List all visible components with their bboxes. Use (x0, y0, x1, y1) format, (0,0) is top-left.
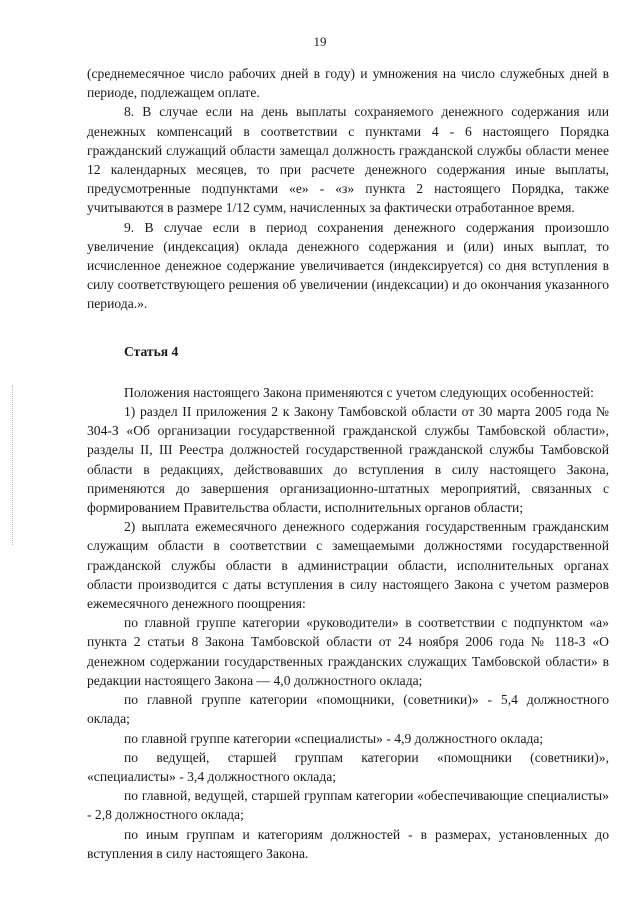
paragraph-rate-support: по главной, ведущей, старшей группам категории «обеспечивающие специалисты» - 2,8 должностного оклада; (87, 788, 609, 823)
page-number: 19 (313, 34, 327, 49)
paragraph-item-9: 9. В случае если в период сохранения денежного содержания произошло увеличение (индексация) оклада денежного содержания и (или) иных выплат, то исчисленное денежное содержание увеличивается (индексируется) со дня вступления в силу соответствующего решения об увеличении (индексации) и до окончания указанного периода.». (87, 219, 609, 312)
paragraph-rate-leaders: по главной группе категории «руководители» в соответствии с подпунктом «а» пункта 2 статьи 8 Закона Тамбовской области от 24 ноября 2006 года № 118-З «О денежном содержании государственных гражданских служащих Тамбовской области» в редакции настоящего Закона — 4,0 должностного оклада; (87, 615, 609, 688)
document-body (87, 64, 609, 863)
paragraph-item-8: 8. В случае если на день выплаты сохраняемого денежного содержания или денежных компенсаций в соответствии с пунктами 4 - 6 настоящего Порядка гражданский служащий области замещал должность гражданской службы области менее 12 календарных месяцев, то при расчете денежного содержания иные выплаты, предусмотренные подпунктами «е» - «з» пункта 2 настоящего Порядка, также учитываются в размере 1/12 сумм, начисленных за фактически отработанное время. (87, 104, 609, 216)
paragraph-article-intro: Положения настоящего Закона применяются с учетом следующих особенностей: (124, 384, 594, 400)
paragraph-rate-assistants: по главной группе категории «помощники, (советники)» - 5,4 должностного оклада; (87, 692, 609, 727)
paragraph-clause-1: 1) раздел II приложения 2 к Закону Тамбовской области от 30 марта 2005 года № 304-З «Об организации государственной гражданской службы Тамбовской области», разделы II, III Реестра должностей государственной гражданской службы Тамбовской области в редакциях, действовавших до вступления в силу настоящего Закона, применяются до завершения организационно-штатных мероприятий, связанных с формированием Правительства области, исполнительных органов области; (87, 404, 609, 516)
margin-scan-mark (12, 385, 15, 545)
paragraph-rate-other: по иным группам и категориям должностей - в размерах, установленных до вступления в силу настоящего Закона. (87, 826, 609, 861)
paragraph-rate-specialists: по главной группе категории «специалисты» - 4,9 должностного оклада; (124, 730, 544, 746)
article-heading: Статья 4 (124, 343, 179, 359)
paragraph-rate-leading-senior: по ведущей, старшей группам категории «помощники (советники)», «специалисты» - 3,4 должностного оклада; (87, 749, 609, 784)
paragraph-clause-2: 2) выплата ежемесячного денежного содержания государственным гражданским служащим области в соответствии с замещаемыми должностями государственной гражданской службы области в администрации области, исполнительных органах области производится с даты вступления в силу настоящего Закона с учетом размеров ежемесячного денежного поощрения: (87, 519, 609, 612)
paragraph-continuation: (среднемесячное число рабочих дней в году) и умножения на число служебных дней в периоде, подлежащем оплате. (87, 66, 609, 101)
